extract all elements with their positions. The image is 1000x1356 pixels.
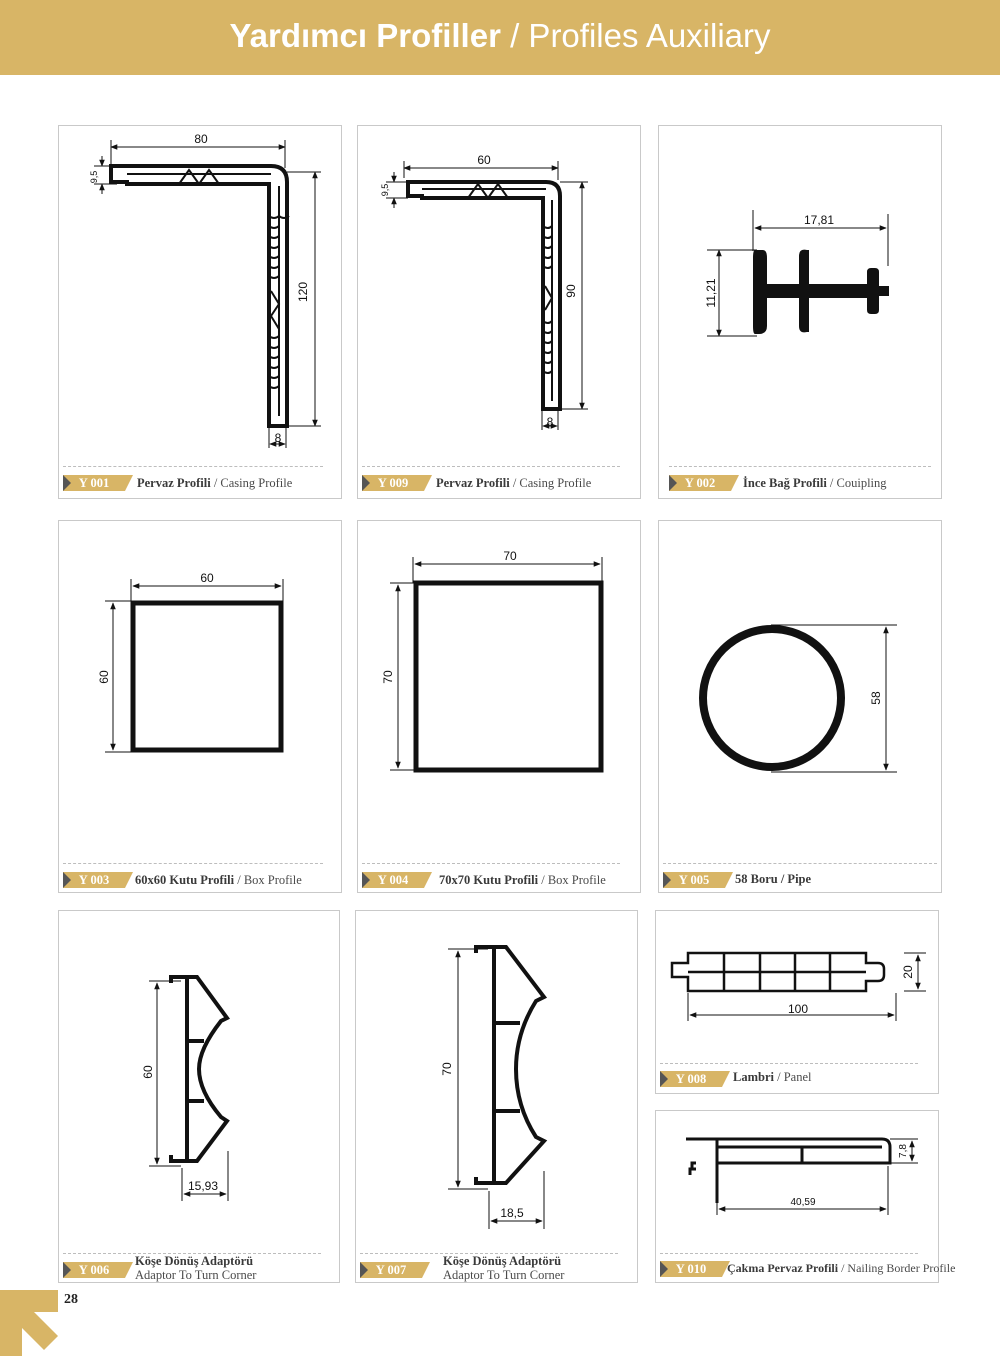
dim-height: 90 — [564, 284, 578, 298]
product-code: Y 002 — [684, 476, 716, 490]
dim-width: 60 — [477, 153, 491, 167]
product-card-y006 — [58, 910, 340, 1283]
y008-profile-drawing — [656, 911, 940, 1095]
product-code: Y 003 — [78, 873, 110, 887]
product-card-y005 — [658, 520, 942, 893]
product-card-y008 — [655, 910, 939, 1094]
dim-wall: 8 — [274, 431, 282, 445]
dim-height: 11,21 — [704, 278, 718, 308]
product-card-y002 — [658, 125, 942, 499]
product-caption: Köşe Dönüş Adaptörü Adaptor To Turn Corner — [443, 1254, 565, 1282]
dim-width: 70 — [503, 549, 517, 563]
product-card-y003 — [58, 520, 342, 893]
dim-height: 70 — [440, 1062, 454, 1076]
dim-height: 120 — [296, 281, 310, 303]
dim-width: 100 — [787, 1002, 809, 1016]
dim-thickness: 9,5 — [89, 170, 99, 184]
product-code: Y 005 — [678, 873, 710, 887]
dim-width: 80 — [194, 132, 208, 146]
dim-height: 20 — [901, 965, 915, 979]
product-code: Y 010 — [675, 1262, 707, 1276]
dim-width: 17,81 — [803, 213, 835, 227]
product-code: Y 006 — [78, 1263, 110, 1277]
product-caption: Köşe Dönüş Adaptörü Adaptor To Turn Corner — [135, 1254, 257, 1282]
y002-profile-drawing — [659, 126, 943, 500]
y004-profile-drawing — [358, 521, 642, 894]
dim-height: 7,8 — [898, 1144, 909, 1158]
dim-width: 18,5 — [500, 1206, 524, 1220]
y010-profile-drawing — [656, 1111, 940, 1284]
page-header — [0, 0, 1000, 75]
y006-profile-drawing — [59, 911, 341, 1284]
y001-profile-drawing — [59, 126, 343, 500]
y009-profile-drawing — [358, 126, 642, 500]
page-number: 28 — [64, 1292, 78, 1307]
product-card-y004 — [357, 520, 641, 893]
product-caption: Pervaz Profili / Casing Profile — [137, 476, 293, 490]
dim-wall: 8 — [546, 415, 554, 429]
dim-width: 40,59 — [790, 1197, 816, 1208]
y007-profile-drawing — [356, 911, 639, 1284]
product-code: Y 008 — [675, 1072, 707, 1086]
dim-height: 60 — [97, 670, 111, 684]
product-card-y001 — [58, 125, 342, 499]
product-card-y010 — [655, 1110, 956, 1283]
dim-thickness: 9,5 — [380, 183, 390, 197]
product-card-y007 — [355, 910, 638, 1283]
product-code: Y 007 — [375, 1263, 407, 1277]
dim-width: 60 — [200, 571, 214, 585]
product-caption: Pervaz Profili / Casing Profile — [436, 476, 592, 490]
dim-height: 70 — [381, 670, 395, 684]
product-caption: 70x70 Kutu Profili / Box Profile — [439, 873, 606, 887]
product-code: Y 004 — [377, 873, 409, 887]
y005-profile-drawing — [659, 521, 943, 894]
product-caption: 60x60 Kutu Profili / Box Profile — [135, 873, 302, 887]
product-card-y009 — [357, 125, 641, 499]
product-caption: 58 Boru / Pipe — [735, 872, 812, 886]
product-caption: Lambri / Panel — [733, 1070, 812, 1084]
dim-width: 15,93 — [187, 1179, 219, 1193]
dim-diameter: 58 — [869, 691, 883, 705]
product-caption: İnce Bağ Profili / Couipling — [743, 476, 887, 490]
product-caption: Çakma Pervaz Profili / Nailing Border Profile — [727, 1261, 956, 1275]
corner-arrow-icon — [0, 1290, 60, 1356]
dim-height: 60 — [141, 1065, 155, 1079]
y003-profile-drawing — [59, 521, 343, 894]
page-title: Yardımcı Profiller / Profiles Auxiliary — [229, 17, 771, 54]
product-code: Y 009 — [377, 476, 409, 490]
product-code: Y 001 — [78, 476, 110, 490]
